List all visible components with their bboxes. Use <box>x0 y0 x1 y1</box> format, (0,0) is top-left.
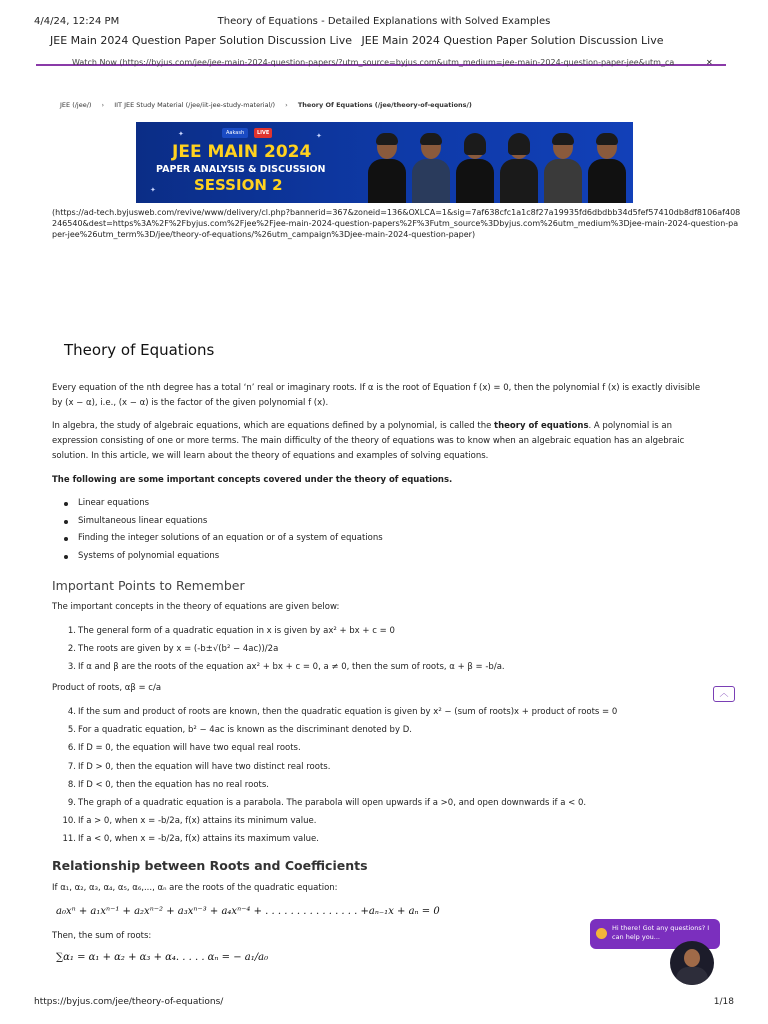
list-item <box>64 743 617 761</box>
star-icon: ✦ <box>150 186 156 194</box>
item-number: 11. <box>62 834 76 845</box>
item-number: 2. <box>67 644 76 655</box>
text: In algebra, the study of algebraic equations, which are equations defined by a polynomial, is called the <box>52 421 495 431</box>
roots-lead: If α₁, α₂, α₃, α₄, α₅, α₆,..., αₙ are the roots of the quadratic equation: <box>52 883 338 893</box>
list-item <box>64 644 505 662</box>
bold-term: theory of equations <box>494 421 589 431</box>
item-text: If D < 0, then the equation has no real roots. <box>78 779 269 790</box>
wave-hand-icon <box>596 928 607 939</box>
item-number: 4. <box>67 707 76 717</box>
breadcrumb <box>60 101 472 109</box>
list-item: Linear equations <box>64 498 383 516</box>
chat-avatar[interactable] <box>670 941 714 985</box>
live-badge: LIVE <box>254 128 272 138</box>
item-number: 9. <box>67 797 76 808</box>
print-url: https://byjus.com/jee/theory-of-equations/ <box>34 997 224 1007</box>
chat-message: Hi there! Got any questions? I can help you... <box>612 924 710 941</box>
presenter-photo <box>588 133 626 203</box>
sum-lead: Then, the sum of roots: <box>52 931 152 941</box>
list-item <box>64 626 505 644</box>
presenter-photo <box>456 133 494 203</box>
item-number: 6. <box>67 743 76 754</box>
item-text: If a < 0, when x = -b/2a, f(x) attains its maximum value. <box>78 834 319 845</box>
item-text: If a > 0, when x = -b/2a, f(x) attains its minimum value. <box>78 816 317 827</box>
item-number: 3. <box>67 662 76 673</box>
concepts-lead <box>52 473 712 488</box>
presenter-photo <box>500 133 538 203</box>
item-number: 5. <box>67 725 76 736</box>
text: . A polynomial is an expression consisting of one or more terms. The main difficulty of the theory of equations was to know when an algebraic equation has an algebraic solution. In this article, we will learn about the theory of equations and examples of solving equations. <box>52 421 685 461</box>
presenter-photo <box>544 133 582 203</box>
list-item <box>64 725 617 743</box>
brand-logo: Aakash <box>222 128 248 138</box>
print-header <box>34 16 734 30</box>
item-text: The graph of a quadratic equation is a parabola. The parabola will open upwards if a >0, and open downwards if a < 0. <box>78 797 587 808</box>
marquee-text: JEE Main 2024 Question Paper Solution Discussion Live <box>50 34 352 47</box>
ad-banner[interactable] <box>136 122 633 203</box>
breadcrumb-item-current[interactable]: Theory Of Equations (/jee/theory-of-equations/) <box>297 101 472 109</box>
close-icon[interactable]: ✕ <box>706 58 713 67</box>
watch-now-link[interactable]: Watch Now (https://byjus.com/jee/jee-main-2024-question-papers/?utm_source=byjus.com&utm_medium=jee-main-2024-question-paper-jee&utm_ca <box>72 58 675 67</box>
list-item <box>64 834 617 852</box>
print-doc-title: Theory of Equations - Detailed Explanations with Solved Examples <box>217 16 551 27</box>
product-of-roots: Product of roots, αβ = c/a <box>52 683 162 693</box>
list-item: Simultaneous linear equations <box>64 516 383 534</box>
points-list <box>64 626 505 681</box>
scroll-up-icon[interactable]: ︿ <box>713 686 735 702</box>
list-item: Finding the integer solutions of an equation or of a system of equations <box>64 533 383 551</box>
list-item <box>64 662 505 680</box>
item-text: If D = 0, the equation will have two equal real roots. <box>78 743 301 754</box>
ad-link[interactable]: (https://ad-tech.byjusweb.com/revive/www/delivery/cl.php?bannerid=367&zoneid=136&OXLCA=1&sig=7af638cfc1a1c8f27a19935fd6dbdbb34d5fef57410db8df8106af408246540&dest=https%3A%2F%2Fbyjus.com%2Fjee%2Fjee-main-2024-question-papers%2F%3Futm_source%3Dbyjus.com%26utm_medium%3Djee-main-2024-question-paper-jee%26utm_term%3D/jee/theory-of-equations/%26utm_campaign%3Djee-main-2024-question-paper) <box>52 208 741 239</box>
item-text: The roots are given by x = (-b±√(b² − 4ac))/2a <box>78 644 279 655</box>
bold-text: The following are some important concepts covered under the theory of equations. <box>52 475 453 485</box>
item-number: 10. <box>62 816 76 827</box>
item-text: If D > 0, then the equation will have two distinct real roots. <box>78 761 331 772</box>
list-item <box>64 707 617 725</box>
presenter-photo <box>368 133 406 203</box>
section-heading: Important Points to Remember <box>52 578 245 593</box>
points-list <box>64 707 617 853</box>
banner-subheadline: PAPER ANALYSIS & DISCUSSION <box>156 164 326 175</box>
section-heading: Relationship between Roots and Coefficients <box>52 858 368 873</box>
points-lead: The important concepts in the theory of equations are given below: <box>52 602 340 612</box>
marquee-text: JEE Main 2024 Question Paper Solution Discussion Live <box>361 34 664 47</box>
breadcrumb-item-study-material[interactable]: IIT JEE Study Material (/jee/iit-jee-study-material/) <box>114 101 276 109</box>
list-item <box>64 798 617 816</box>
item-text: The general form of a quadratic equation in x is given by ax² + bx + c = 0 <box>78 626 395 636</box>
sum-of-roots-equation: ∑α₁ = α₁ + α₂ + α₃ + α₄. . . . . αₙ = − a₁/a₀ <box>56 952 269 963</box>
banner-headline: JEE MAIN 2024 <box>172 142 312 162</box>
print-footer <box>34 997 734 1007</box>
presenter-photo <box>412 133 450 203</box>
item-text: If the sum and product of roots are known, then the quadratic equation is given by x² − (sum of roots)x + product of roots = 0 <box>78 707 618 717</box>
announcement-marquee[interactable] <box>50 34 670 47</box>
star-icon: ✦ <box>178 130 184 138</box>
item-number: 8. <box>67 779 76 790</box>
star-icon: ✦ <box>316 132 322 140</box>
list-item <box>64 816 617 834</box>
page-title: Theory of Equations <box>64 341 215 359</box>
breadcrumb-item-jee[interactable]: JEE (/jee/) <box>60 101 92 109</box>
chevron-right-icon: › <box>101 101 105 109</box>
item-text: If α and β are the roots of the equation ax² + bx + c = 0, a ≠ 0, then the sum of roots, α + β = -b/a. <box>78 662 505 673</box>
intro-paragraph <box>52 419 712 464</box>
item-text: For a quadratic equation, b² − 4ac is known as the discriminant denoted by D. <box>78 725 412 736</box>
list-item <box>64 762 617 780</box>
item-number: 1. <box>67 626 76 636</box>
print-datetime: 4/4/24, 12:24 PM <box>34 16 120 27</box>
chevron-right-icon: › <box>285 101 288 109</box>
banner-session: SESSION 2 <box>194 176 283 194</box>
polynomial-equation: a₀xⁿ + a₁xⁿ⁻¹ + a₂xⁿ⁻² + a₃xⁿ⁻³ + a₄xⁿ⁻⁴ + . . . . . . . . . . . . . . . +aₙ₋₁x + aₙ = 0 <box>56 906 440 917</box>
item-number: 7. <box>67 761 76 772</box>
concepts-list <box>64 498 383 569</box>
intro-paragraph: Every equation of the nth degree has a total ‘n’ real or imaginary roots. If α is the root of Equation f (x) = 0, then the polynomial f (x) is exactly divisible by (x − α), i.e., (x − α) is the factor of the given polynomial f (x). <box>52 383 701 408</box>
page-number: 1/18 <box>713 997 734 1007</box>
list-item <box>64 780 617 798</box>
list-item: Systems of polynomial equations <box>64 551 383 569</box>
